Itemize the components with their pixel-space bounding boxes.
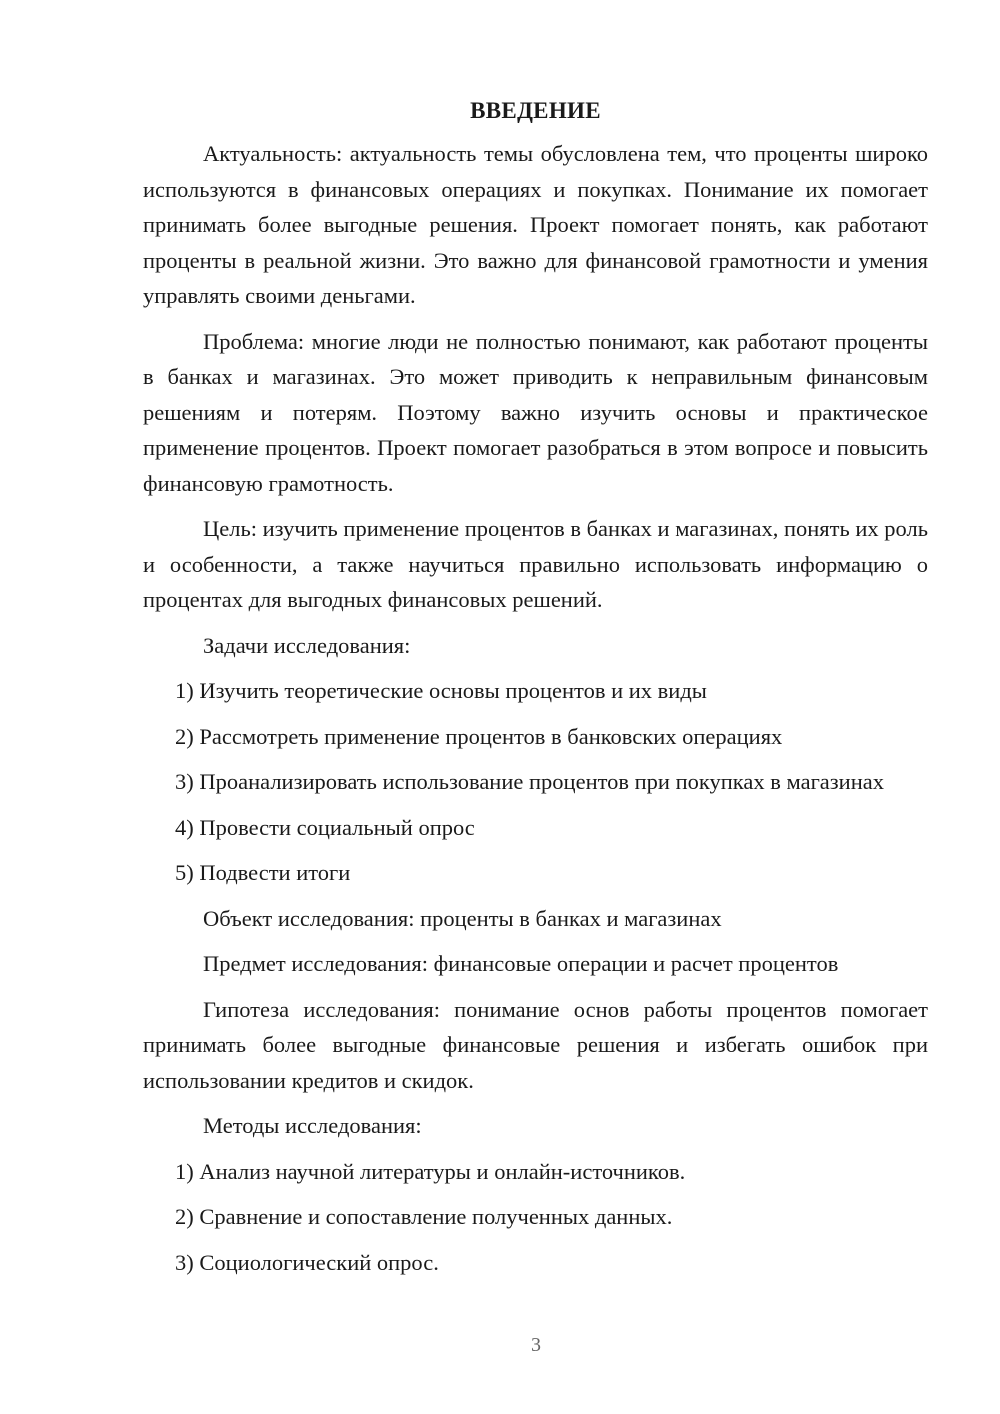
goal-paragraph: Цель: изучить применение процентов в банках и магазинах, понять их роль и особенности, а также научиться правильно использовать информацию о процентах для выгодных финансовых решений. [143, 516, 928, 612]
hypothesis-paragraph: Гипотеза исследования: понимание основ работы процентов помогает принимать более выгодные финансовые решения и избегать ошибок при использовании кредитов и скидок. [143, 996, 928, 1093]
method-item: 2) Сравнение и сопоставление полученных данных. [175, 1204, 673, 1229]
task-item: 3) Проанализировать использование процентов при покупках в магазинах [175, 769, 884, 794]
subject-line: Предмет исследования: финансовые операции и расчет процентов [203, 951, 839, 976]
methods-heading: Методы исследования: [203, 1113, 422, 1138]
method-item: 3) Социологический опрос. [175, 1249, 439, 1275]
method-item: 1) Анализ научной литературы и онлайн-источников. [175, 1158, 686, 1184]
task-item: 4) Провести социальный опрос [175, 814, 475, 840]
task-item: 2) Рассмотреть применение процентов в банковских операциях [175, 723, 783, 749]
relevance-paragraph: Актуальность: актуальность темы обусловлена тем, что проценты широко используются в финансовых операциях и покупках. Понимание их помогает принимать более выгодные решения. Проект помогает понять, как работают проценты в реальной жизни. Это важно для финансовой грамотности и умения управлять своими деньгами. [143, 141, 928, 308]
document-body [143, 96, 928, 1290]
problem-paragraph: Проблема: многие люди не полностью понимают, как работают проценты в банках и магазинах. Это может приводить к неправильным финансовым решениям и потерям. Поэтому важно изучить основы и практическое применение процентов. Проект помогает разобраться в этом вопросе и повысить финансовую грамотность. [143, 328, 928, 496]
task-item: 1) Изучить теоретические основы процентов и их виды [175, 678, 707, 703]
tasks-heading: Задачи исследования: [203, 632, 411, 658]
task-item: 5) Подвести итоги [175, 860, 351, 885]
section-title: ВВЕДЕНИЕ [470, 98, 601, 123]
object-line: Объект исследования: проценты в банках и магазинах [203, 905, 722, 931]
page-number: 3 [531, 1334, 541, 1356]
